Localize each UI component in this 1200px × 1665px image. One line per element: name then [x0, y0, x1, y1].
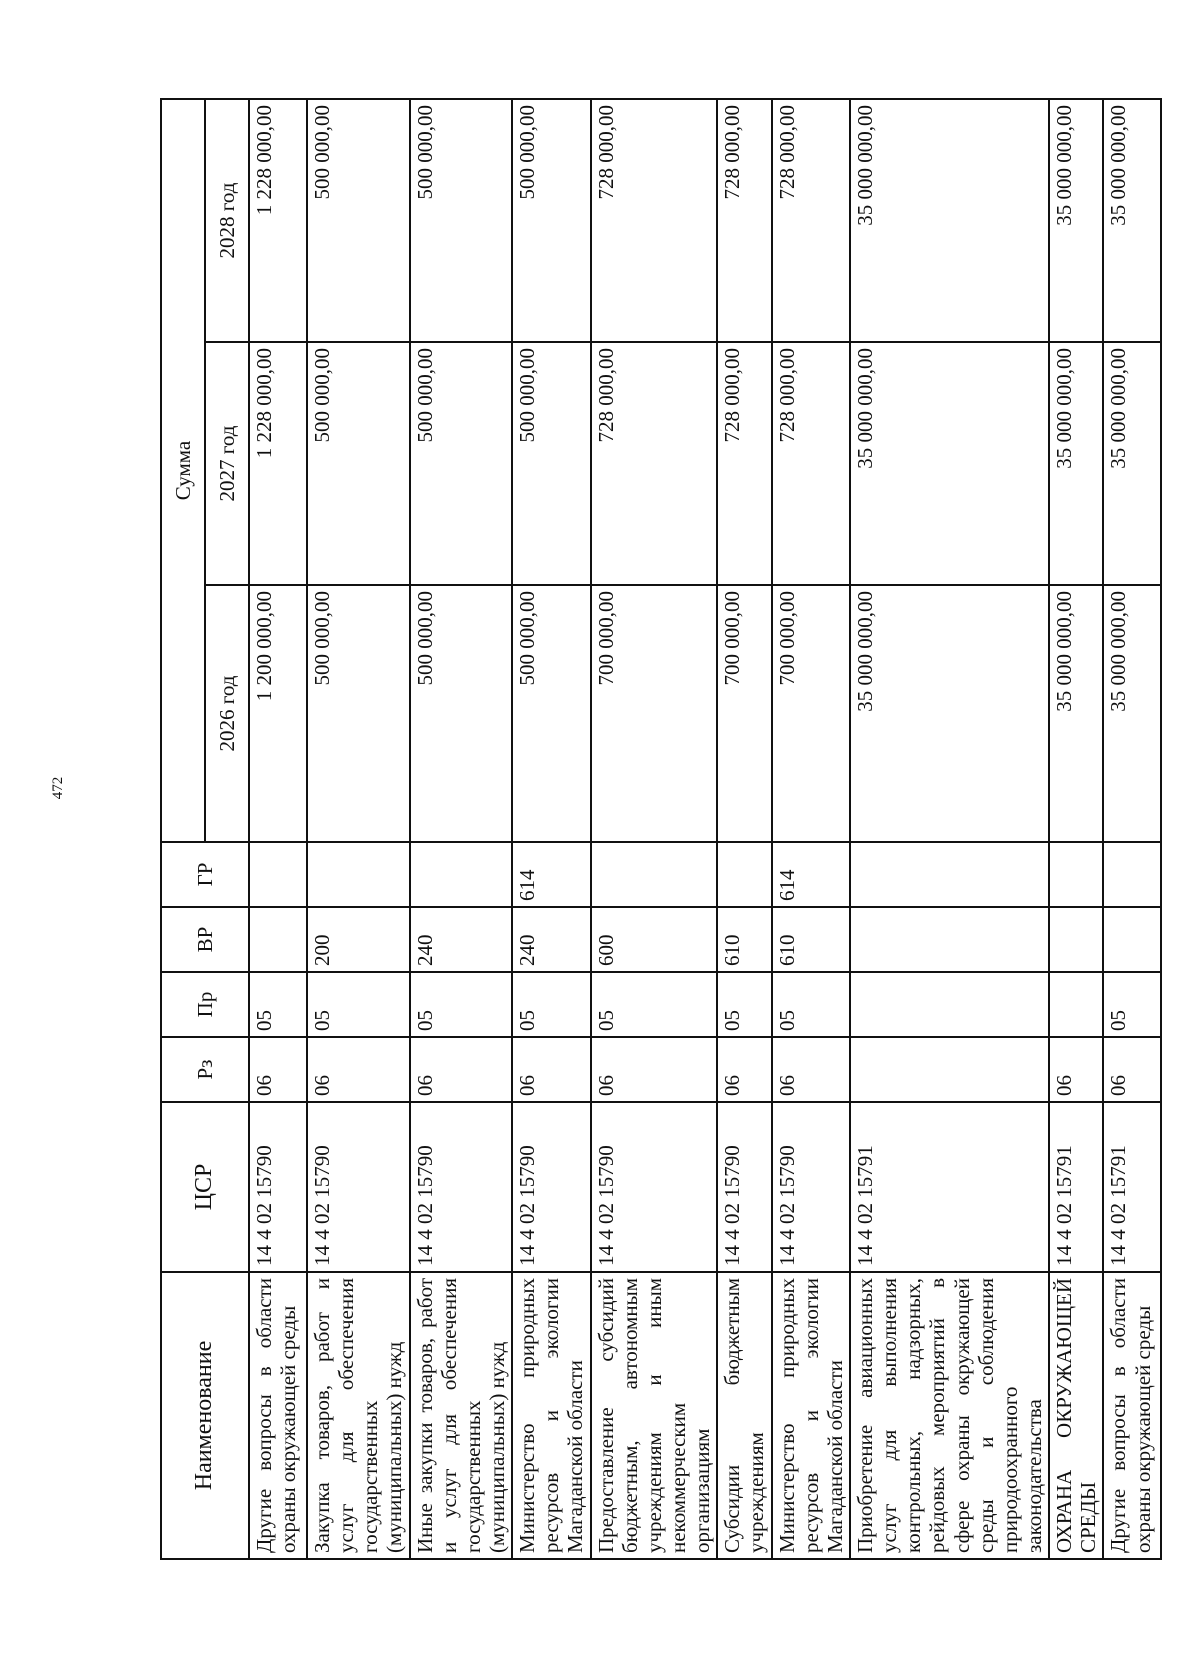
- cell-2026: 35 000 000,00: [1103, 585, 1161, 842]
- page-number: 472: [50, 776, 66, 800]
- cell-csr: 14 4 02 15790: [512, 1102, 590, 1272]
- cell-gr: [717, 842, 771, 907]
- cell-2027: 500 000,00: [410, 342, 513, 585]
- budget-table: [160, 98, 1162, 1560]
- cell-rz: 06: [410, 1037, 513, 1102]
- cell-pr: 05: [1103, 972, 1161, 1037]
- cell-name: Другие вопросы в области охраны окружающей среды: [249, 1272, 307, 1559]
- cell-vr: 600: [591, 907, 718, 972]
- cell-2027: 500 000,00: [512, 342, 590, 585]
- cell-pr: 05: [249, 972, 307, 1037]
- cell-pr: 05: [772, 972, 850, 1037]
- cell-csr: 14 4 02 15790: [307, 1102, 410, 1272]
- header-2027: 2027 год: [205, 342, 249, 585]
- cell-rz: 06: [249, 1037, 307, 1102]
- cell-pr: 05: [591, 972, 718, 1037]
- cell-2026: 500 000,00: [512, 585, 590, 842]
- cell-pr: 05: [307, 972, 410, 1037]
- cell-name: Министерство природных ресурсов и экологии Магаданской области: [512, 1272, 590, 1559]
- cell-2027: 1 228 000,00: [249, 342, 307, 585]
- cell-csr: 14 4 02 15790: [591, 1102, 718, 1272]
- cell-rz: 06: [772, 1037, 850, 1102]
- cell-csr: 14 4 02 15790: [249, 1102, 307, 1272]
- cell-vr: [249, 907, 307, 972]
- cell-vr: [1049, 907, 1103, 972]
- cell-2028: 728 000,00: [591, 99, 718, 342]
- table-row: [1049, 99, 1103, 1559]
- table-row: [772, 99, 850, 1559]
- header-2028: 2028 год: [205, 99, 249, 342]
- table-row: [307, 99, 410, 1559]
- cell-2027: 728 000,00: [591, 342, 718, 585]
- header-vr: ВР: [161, 907, 249, 972]
- table-row: [591, 99, 718, 1559]
- cell-2026: 35 000 000,00: [850, 585, 1049, 842]
- cell-pr: 05: [512, 972, 590, 1037]
- rotated-table-container: [160, 100, 1155, 1560]
- header-sum: Сумма: [161, 99, 205, 842]
- cell-gr: [1103, 842, 1161, 907]
- header-2026: 2026 год: [205, 585, 249, 842]
- cell-csr: 14 4 02 15790: [410, 1102, 513, 1272]
- cell-name: Субсидии бюджетным учреждениям: [717, 1272, 771, 1559]
- cell-2028: 728 000,00: [772, 99, 850, 342]
- cell-vr: [850, 907, 1049, 972]
- table-row: [512, 99, 590, 1559]
- cell-2027: 728 000,00: [772, 342, 850, 585]
- cell-2028: 35 000 000,00: [1049, 99, 1103, 342]
- table-row: [850, 99, 1049, 1559]
- cell-2028: 500 000,00: [307, 99, 410, 342]
- cell-vr: 240: [512, 907, 590, 972]
- cell-gr: [591, 842, 718, 907]
- header-csr: ЦСР: [161, 1102, 249, 1272]
- cell-name: Предоставление субсидий бюджетным, автономным учреждениям и иным некоммерческим организациям: [591, 1272, 718, 1559]
- cell-name: Министерство природных ресурсов и экологии Магаданской области: [772, 1272, 850, 1559]
- cell-gr: 614: [512, 842, 590, 907]
- cell-vr: 240: [410, 907, 513, 972]
- cell-name: Другие вопросы в области охраны окружающей среды: [1103, 1272, 1161, 1559]
- cell-2027: 728 000,00: [717, 342, 771, 585]
- cell-gr: [307, 842, 410, 907]
- cell-2026: 35 000 000,00: [1049, 585, 1103, 842]
- cell-pr: [850, 972, 1049, 1037]
- header-rz: Рз: [161, 1037, 249, 1102]
- table-row: [1103, 99, 1161, 1559]
- cell-pr: 05: [410, 972, 513, 1037]
- cell-gr: [410, 842, 513, 907]
- table-row: [249, 99, 307, 1559]
- cell-2026: 700 000,00: [772, 585, 850, 842]
- header-name: Наименование: [161, 1272, 249, 1559]
- header-gr: ГР: [161, 842, 249, 907]
- cell-2026: 500 000,00: [307, 585, 410, 842]
- cell-vr: 610: [717, 907, 771, 972]
- cell-2028: 35 000 000,00: [1103, 99, 1161, 342]
- cell-csr: 14 4 02 15791: [850, 1102, 1049, 1272]
- cell-2026: 500 000,00: [410, 585, 513, 842]
- cell-name: Закупка товаров, работ и услуг для обеспечения государственных (муниципальных) нужд: [307, 1272, 410, 1559]
- cell-csr: 14 4 02 15791: [1049, 1102, 1103, 1272]
- cell-2028: 500 000,00: [512, 99, 590, 342]
- cell-vr: 200: [307, 907, 410, 972]
- cell-2027: 35 000 000,00: [1103, 342, 1161, 585]
- cell-rz: 06: [307, 1037, 410, 1102]
- cell-gr: [850, 842, 1049, 907]
- cell-2027: 35 000 000,00: [1049, 342, 1103, 585]
- cell-vr: 610: [772, 907, 850, 972]
- cell-pr: [1049, 972, 1103, 1037]
- cell-2026: 700 000,00: [591, 585, 718, 842]
- cell-2026: 700 000,00: [717, 585, 771, 842]
- table-row: [717, 99, 771, 1559]
- cell-rz: 06: [1103, 1037, 1161, 1102]
- cell-rz: 06: [591, 1037, 718, 1102]
- cell-rz: 06: [717, 1037, 771, 1102]
- cell-2028: 728 000,00: [717, 99, 771, 342]
- cell-2027: 500 000,00: [307, 342, 410, 585]
- cell-2027: 35 000 000,00: [850, 342, 1049, 585]
- table-row: [410, 99, 513, 1559]
- cell-gr: [249, 842, 307, 907]
- cell-name: ОХРАНА ОКРУЖАЮЩЕЙ СРЕДЫ: [1049, 1272, 1103, 1559]
- header-pr: Пр: [161, 972, 249, 1037]
- cell-rz: 06: [512, 1037, 590, 1102]
- cell-2026: 1 200 000,00: [249, 585, 307, 842]
- cell-name: Приобретение авиационных услуг для выполнения контрольных, надзорных, рейдовых мероприятий в сфере охраны окружающей среды и соблюдения природоохранного законодательства: [850, 1272, 1049, 1559]
- cell-rz: [850, 1037, 1049, 1102]
- cell-2028: 1 228 000,00: [249, 99, 307, 342]
- cell-vr: [1103, 907, 1161, 972]
- cell-gr: [1049, 842, 1103, 907]
- cell-2028: 500 000,00: [410, 99, 513, 342]
- cell-pr: 05: [717, 972, 771, 1037]
- cell-csr: 14 4 02 15790: [772, 1102, 850, 1272]
- cell-rz: 06: [1049, 1037, 1103, 1102]
- cell-csr: 14 4 02 15791: [1103, 1102, 1161, 1272]
- cell-csr: 14 4 02 15790: [717, 1102, 771, 1272]
- cell-gr: 614: [772, 842, 850, 907]
- cell-name: Иные закупки товаров, работ и услуг для обеспечения государственных (муниципальных) нужд: [410, 1272, 513, 1559]
- cell-2028: 35 000 000,00: [850, 99, 1049, 342]
